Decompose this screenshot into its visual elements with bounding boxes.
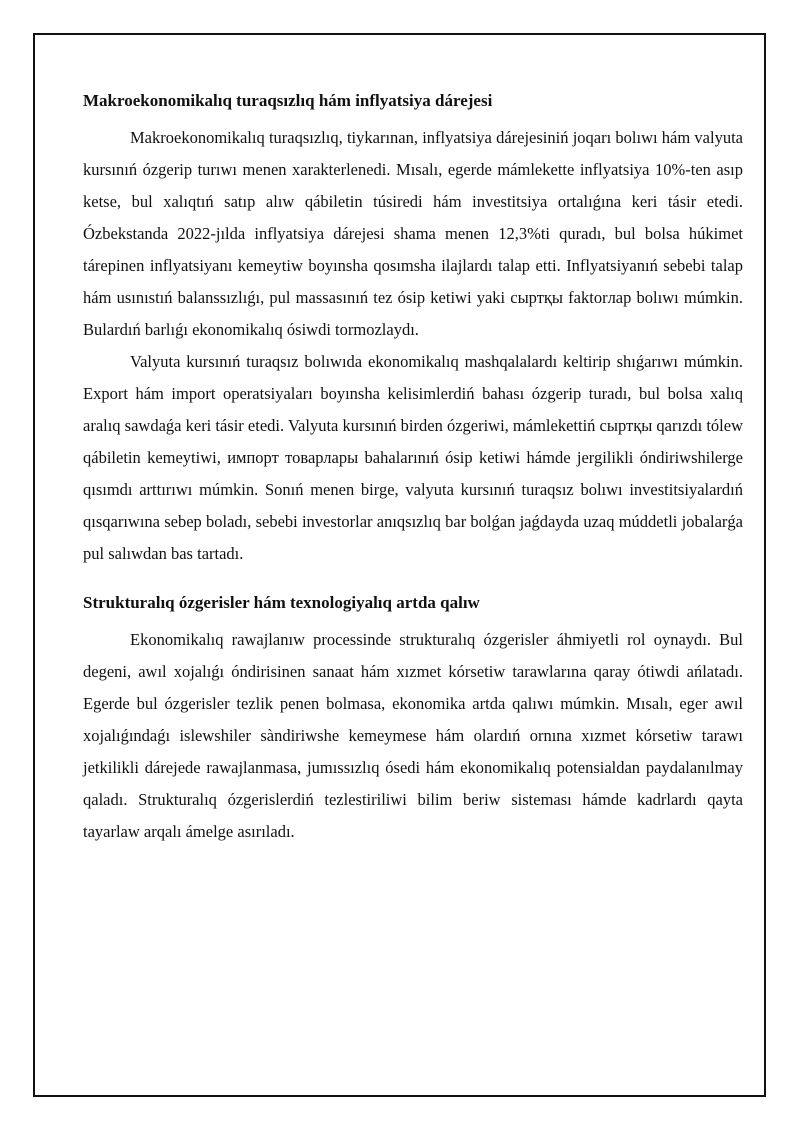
section-heading-macroeconomic-instability: Makroekonomikalıq turaqsızlıq hám inflyatsiya dárejesi <box>83 91 493 110</box>
document-body <box>83 90 743 848</box>
section-heading-structural-changes: Strukturalıq ózgerisler hám texnologiyalıq artda qalıw <box>83 593 480 613</box>
paragraph-structural-changes: Ekonomikalıq rawajlanıw processinde strukturalıq ózgerisler áhmiyetli rol oynaydı. Bul degeni, awıl xojalıǵı óndirisinen sanaat hám xızmet kórsetiw tarawlarına qaray ótiwdi ańlatadı. Egerde bul ózgerisler tezlik penen bolmasa, ekonomika artda qalıwı múmkin. Mısalı, eger awıl xojalıǵındaǵı islewshiler sàndiriwshe kemeymese hám olardıń ornına xızmet kórsetiw tarawı jetkilikli dárejede rawajlanmasa, jumıssızlıq ósedi hám ekonomikalıq potensialdan paydalanılmay qaladı. Strukturalıq ózgerislerdiń tezlestiriliwi bilim beriw sisteması hámde kadrlardı qayta tayarlaw arqalı ámelge asırıladı. <box>83 630 743 842</box>
paragraph-currency-rate: Valyuta kursınıń turaqsız bolıwıda ekonomikalıq mashqalalardı keltirip shıǵarıwı múmkin. Export hám import operatsiyaları boyınsha kelisimlerdiń bahası ózgerip turadı, bul bolsa xalıq aralıq sawdaǵa keri tásir etedi. Valyuta kursınıń birden ózgeriwi, mámlekettiń сыртқы qarızdı tólew qábiletin kemeytiwi, импорт товарлары bahalarınıń ósip ketiwi hámde jergilikli óndiriwshilerge qısımdı arttırıwı múmkin. Sonıń menen birge, valyuta kursınıń turaqsız bolıwı investitsiyalardıń qısqarıwına sebep boladı, sebebi investorlar anıqsızlıq bar bolǵan jaǵdayda uzaq múddetli jobalarǵa pul salıwdan bas tartadı. <box>83 352 744 564</box>
paragraph-inflation: Makroekonomikalıq turaqsızlıq, tiykarınan, inflyatsiya dárejesiniń joqarı bolıwı hám valyuta kursınıń ózgerip turıwı menen xarakterlenedi. Mısalı, egerde mámlekette inflyatsiya 10%-ten asıp ketse, bul xalıqtıń satıp alıw qábiletin túsiredi hám investitsiya ortalıǵına keri tásir etedi. Ózbekstanda 2022-jılda inflyatsiya dárejesi shama menen 12,3%ti quradı, bul bolsa húkimet tárepinen inflyatsiyanı kemeytiw boyınsha qosımsha ilajlardı talap etti. Inflyatsiyanıń sebebi talap hám usınıstıń balanssızlıǵı, pul massasınıń tez ósip ketiwi yaki сыртқы faktorлар bolıwı múmkin. Bulardıń barlıǵı ekonomikalıq ósiwdi tormozlaydı. <box>83 128 743 340</box>
